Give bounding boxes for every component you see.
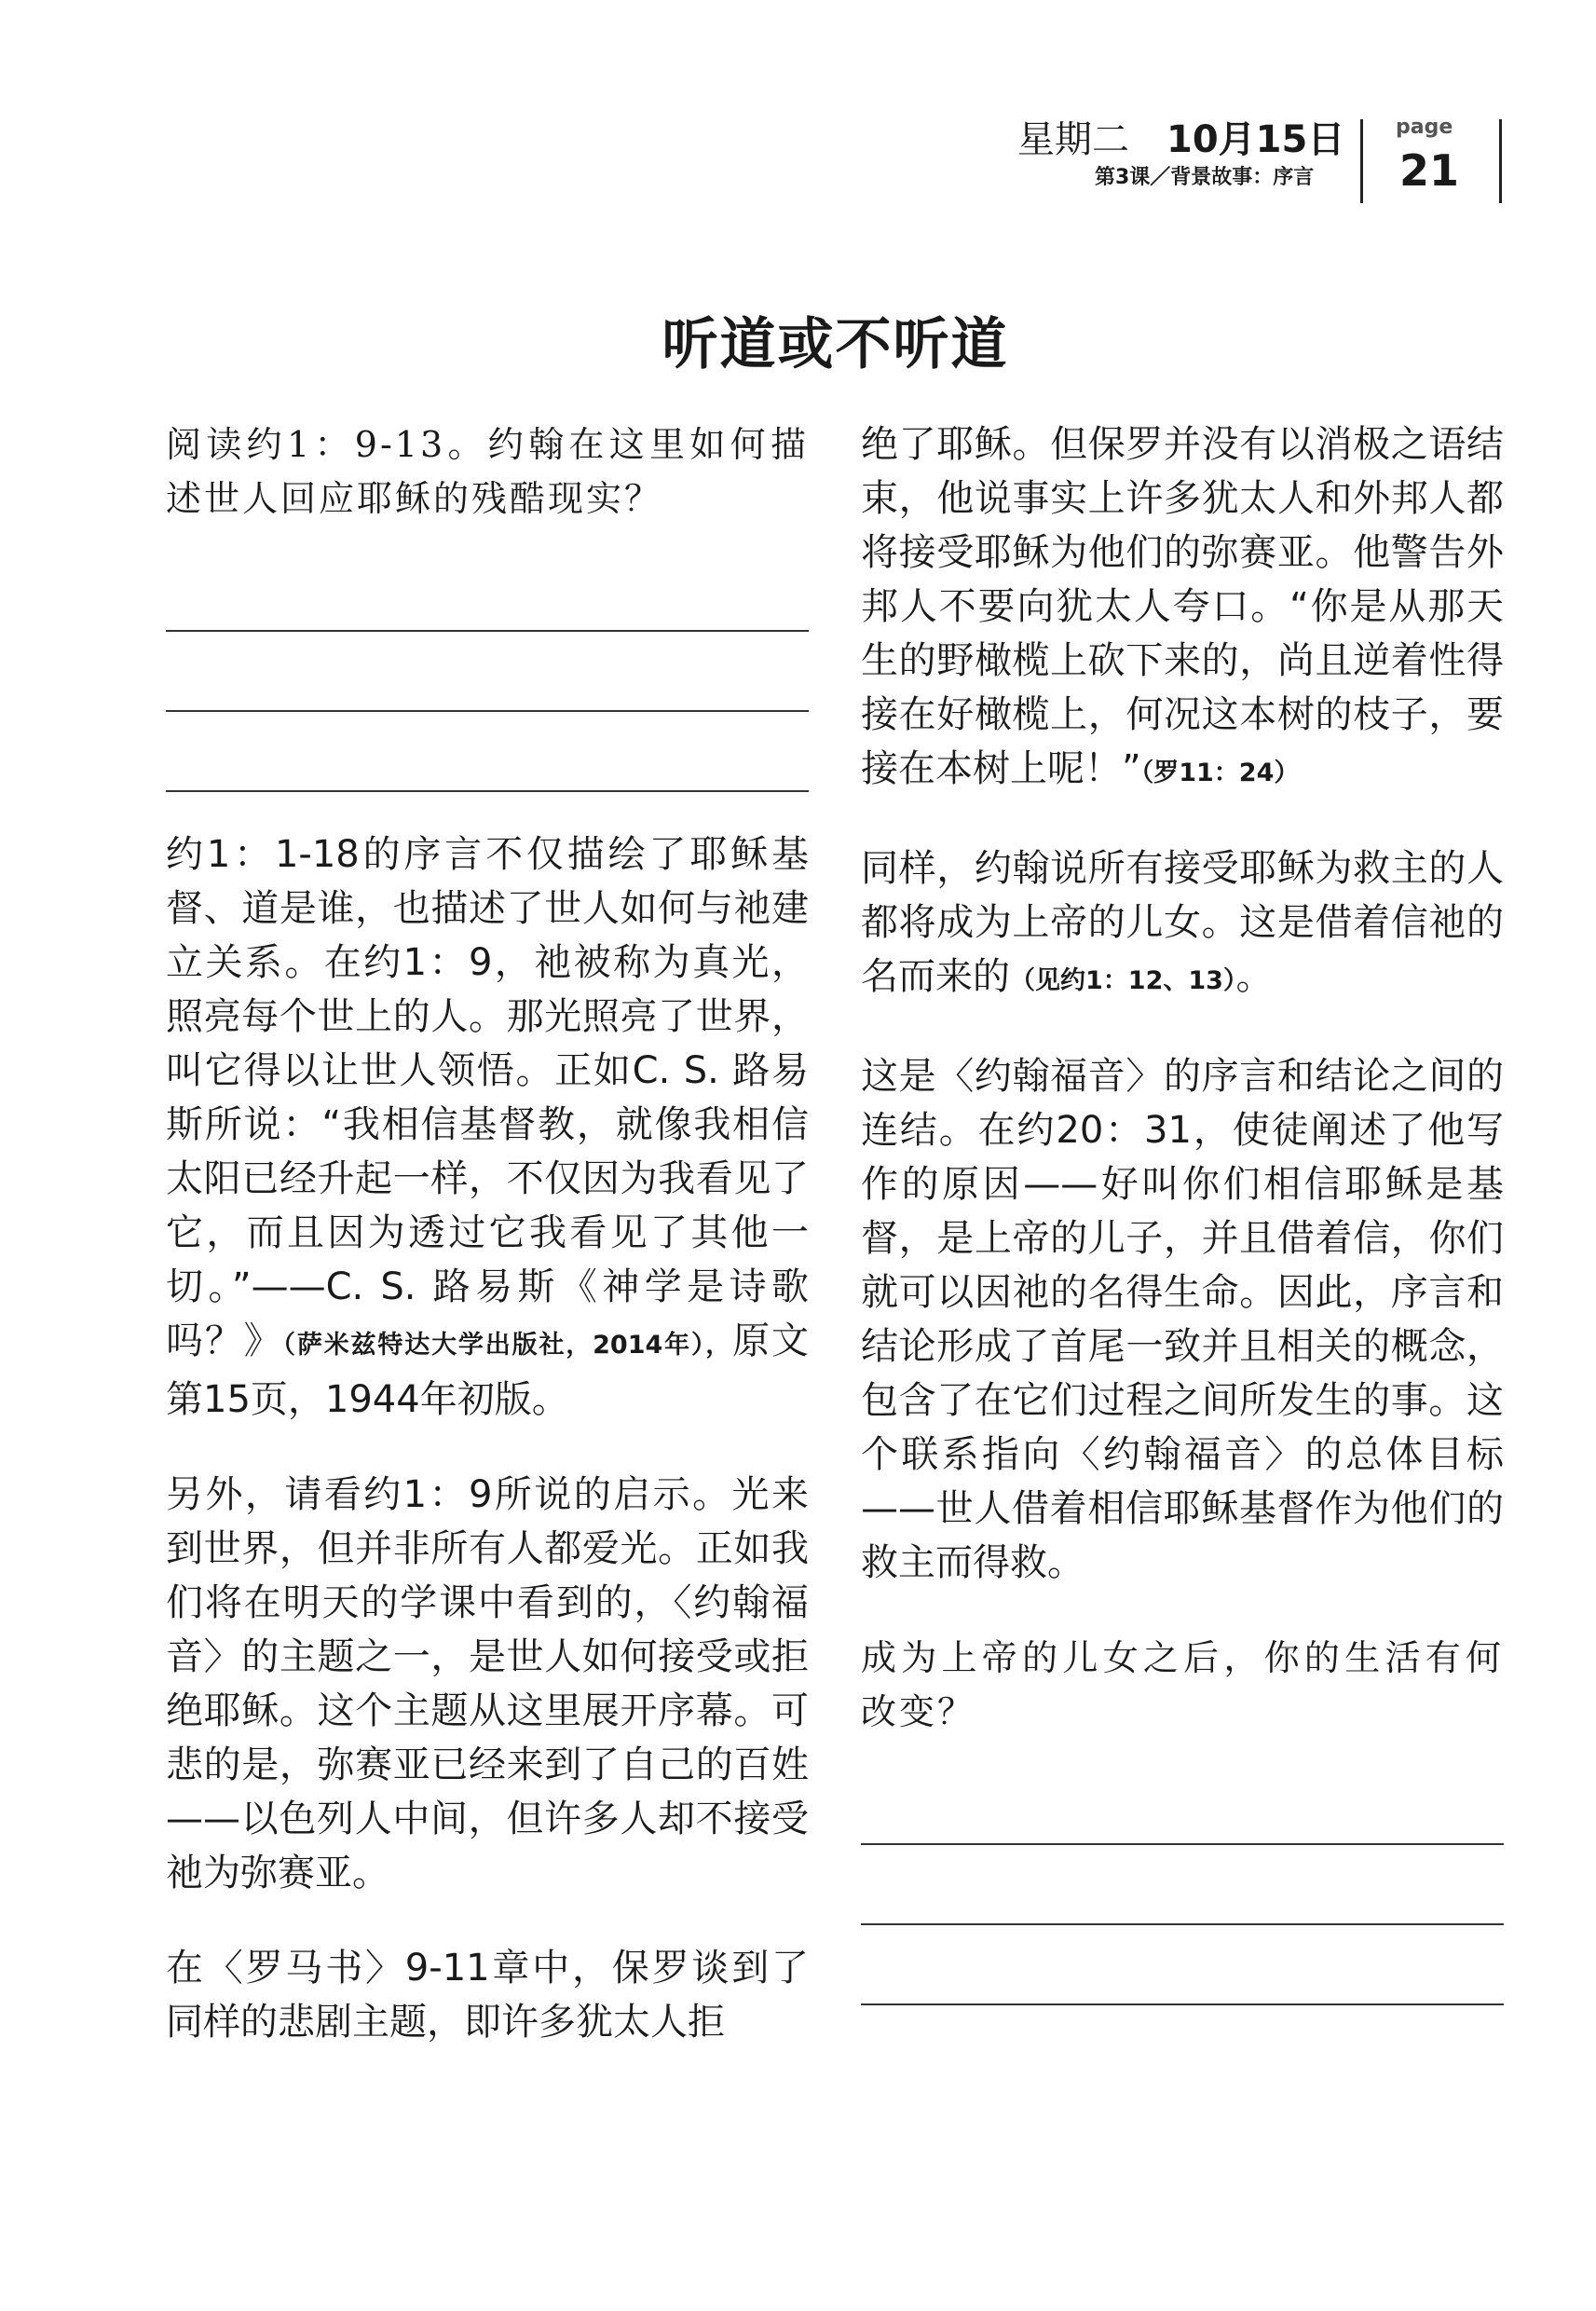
answer-lines-2[interactable] [861, 1776, 1504, 2005]
header-lesson: 第3课／背景故事：序言 [1095, 166, 1315, 189]
citation-publisher: （萨米兹特达大学出版社，2014年）， [282, 1331, 733, 1360]
page-number: 21 [1399, 145, 1460, 196]
page-label: page [1396, 116, 1453, 139]
paragraph-text: 同样，约翰说所有接受耶稣为救主的人都将成为上帝的儿女。这是借着信祂的名而来的 [861, 847, 1504, 998]
paragraph-romans: 在〈罗马书〉9-11章中，保罗谈到了同样的悲剧主题，即许多犹太人拒 [166, 1947, 809, 2044]
answer-line[interactable] [861, 1845, 1504, 1925]
paragraph-connection: 这是〈约翰福音〉的序言和结论之间的连结。在约20：31，使徒阐述了他写作的原因——好叫你们相信耶稣是基督，是上帝的儿子，并且借着信，你们就可以因祂的名得生命。因此，序言和结论形成了首尾一致并且相关的概念，包含了在它们过程之间所发生的事。这个联系指向〈约翰福音〉的总体目标——世人借着相信耶稣基督作为他们的救主而得救。 [861, 1055, 1504, 1584]
left-column [166, 417, 809, 2090]
page-title: 听道或不听道 [662, 312, 1009, 377]
paragraph-paul [861, 417, 1504, 800]
answer-line[interactable] [166, 712, 809, 792]
answer-line[interactable] [861, 1925, 1504, 2005]
right-column [861, 417, 1504, 2041]
answer-lines-1[interactable] [166, 563, 809, 792]
question-2: 成为上帝的儿女之后，你的生活有何改变？ [861, 1637, 1504, 1732]
header-divider-right [1499, 119, 1502, 203]
answer-line[interactable] [166, 563, 809, 632]
question-1: 阅读约1：9-13。约翰在这里如何描述世人回应耶稣的残酷现实？ [166, 424, 809, 519]
page-header [0, 112, 1596, 205]
paragraph-prologue [166, 827, 809, 1427]
answer-line[interactable] [166, 632, 809, 712]
citation-romans: （罗11：24） [1140, 759, 1300, 787]
paragraph-text-tail: 原文第15页，1944年初版。 [166, 1320, 809, 1421]
header-day: 星期二 [1017, 118, 1129, 161]
citation-john: （见约1：12、13） [1010, 966, 1236, 995]
paragraph-light: 另外，请看约1：9所说的启示。光来到世界，但并非所有人都爱光。正如我们将在明天的学课中看到的，〈约翰福音〉的主题之一，是世人如何接受或拒绝耶稣。这个主题从这里展开序幕。可悲的是，弥赛亚已经来到了自己的百姓——以色列人中间，但许多人却不接受祂为弥赛亚。 [166, 1473, 809, 1894]
header-date: 10月15日 [1166, 118, 1345, 161]
paragraph-text: 约1：1-18的序言不仅描绘了耶稣基督、道是谁，也描述了世人如何与祂建立关系。在约1：9，祂被称为真光，照亮每个世上的人。那光照亮了世界，叫它得以让世人领悟。正如C. S. 路易斯所说：“我相信基督教，就像我相信太阳已经升起一样，不仅因为我看见了它，而且因为透过它我看见了其他一切。”——C. S. 路易斯《神学是诗歌吗？》 [166, 833, 809, 1362]
answer-line[interactable] [861, 1776, 1504, 1845]
paragraph-text: 绝了耶稣。但保罗并没有以消极之语结束，他说事实上许多犹太人和外邦人都将接受耶稣为他们的弥赛亚。他警告外邦人不要向犹太人夸口。“你是从那天生的野橄榄上砍下来的，尚且逆着性得接在好橄榄上，何况这本树的枝子，要接在本树上呢！” [861, 423, 1504, 790]
paragraph-children-of-god [861, 841, 1504, 1008]
header-divider [1360, 119, 1363, 203]
paragraph-end: 。 [1235, 955, 1274, 998]
